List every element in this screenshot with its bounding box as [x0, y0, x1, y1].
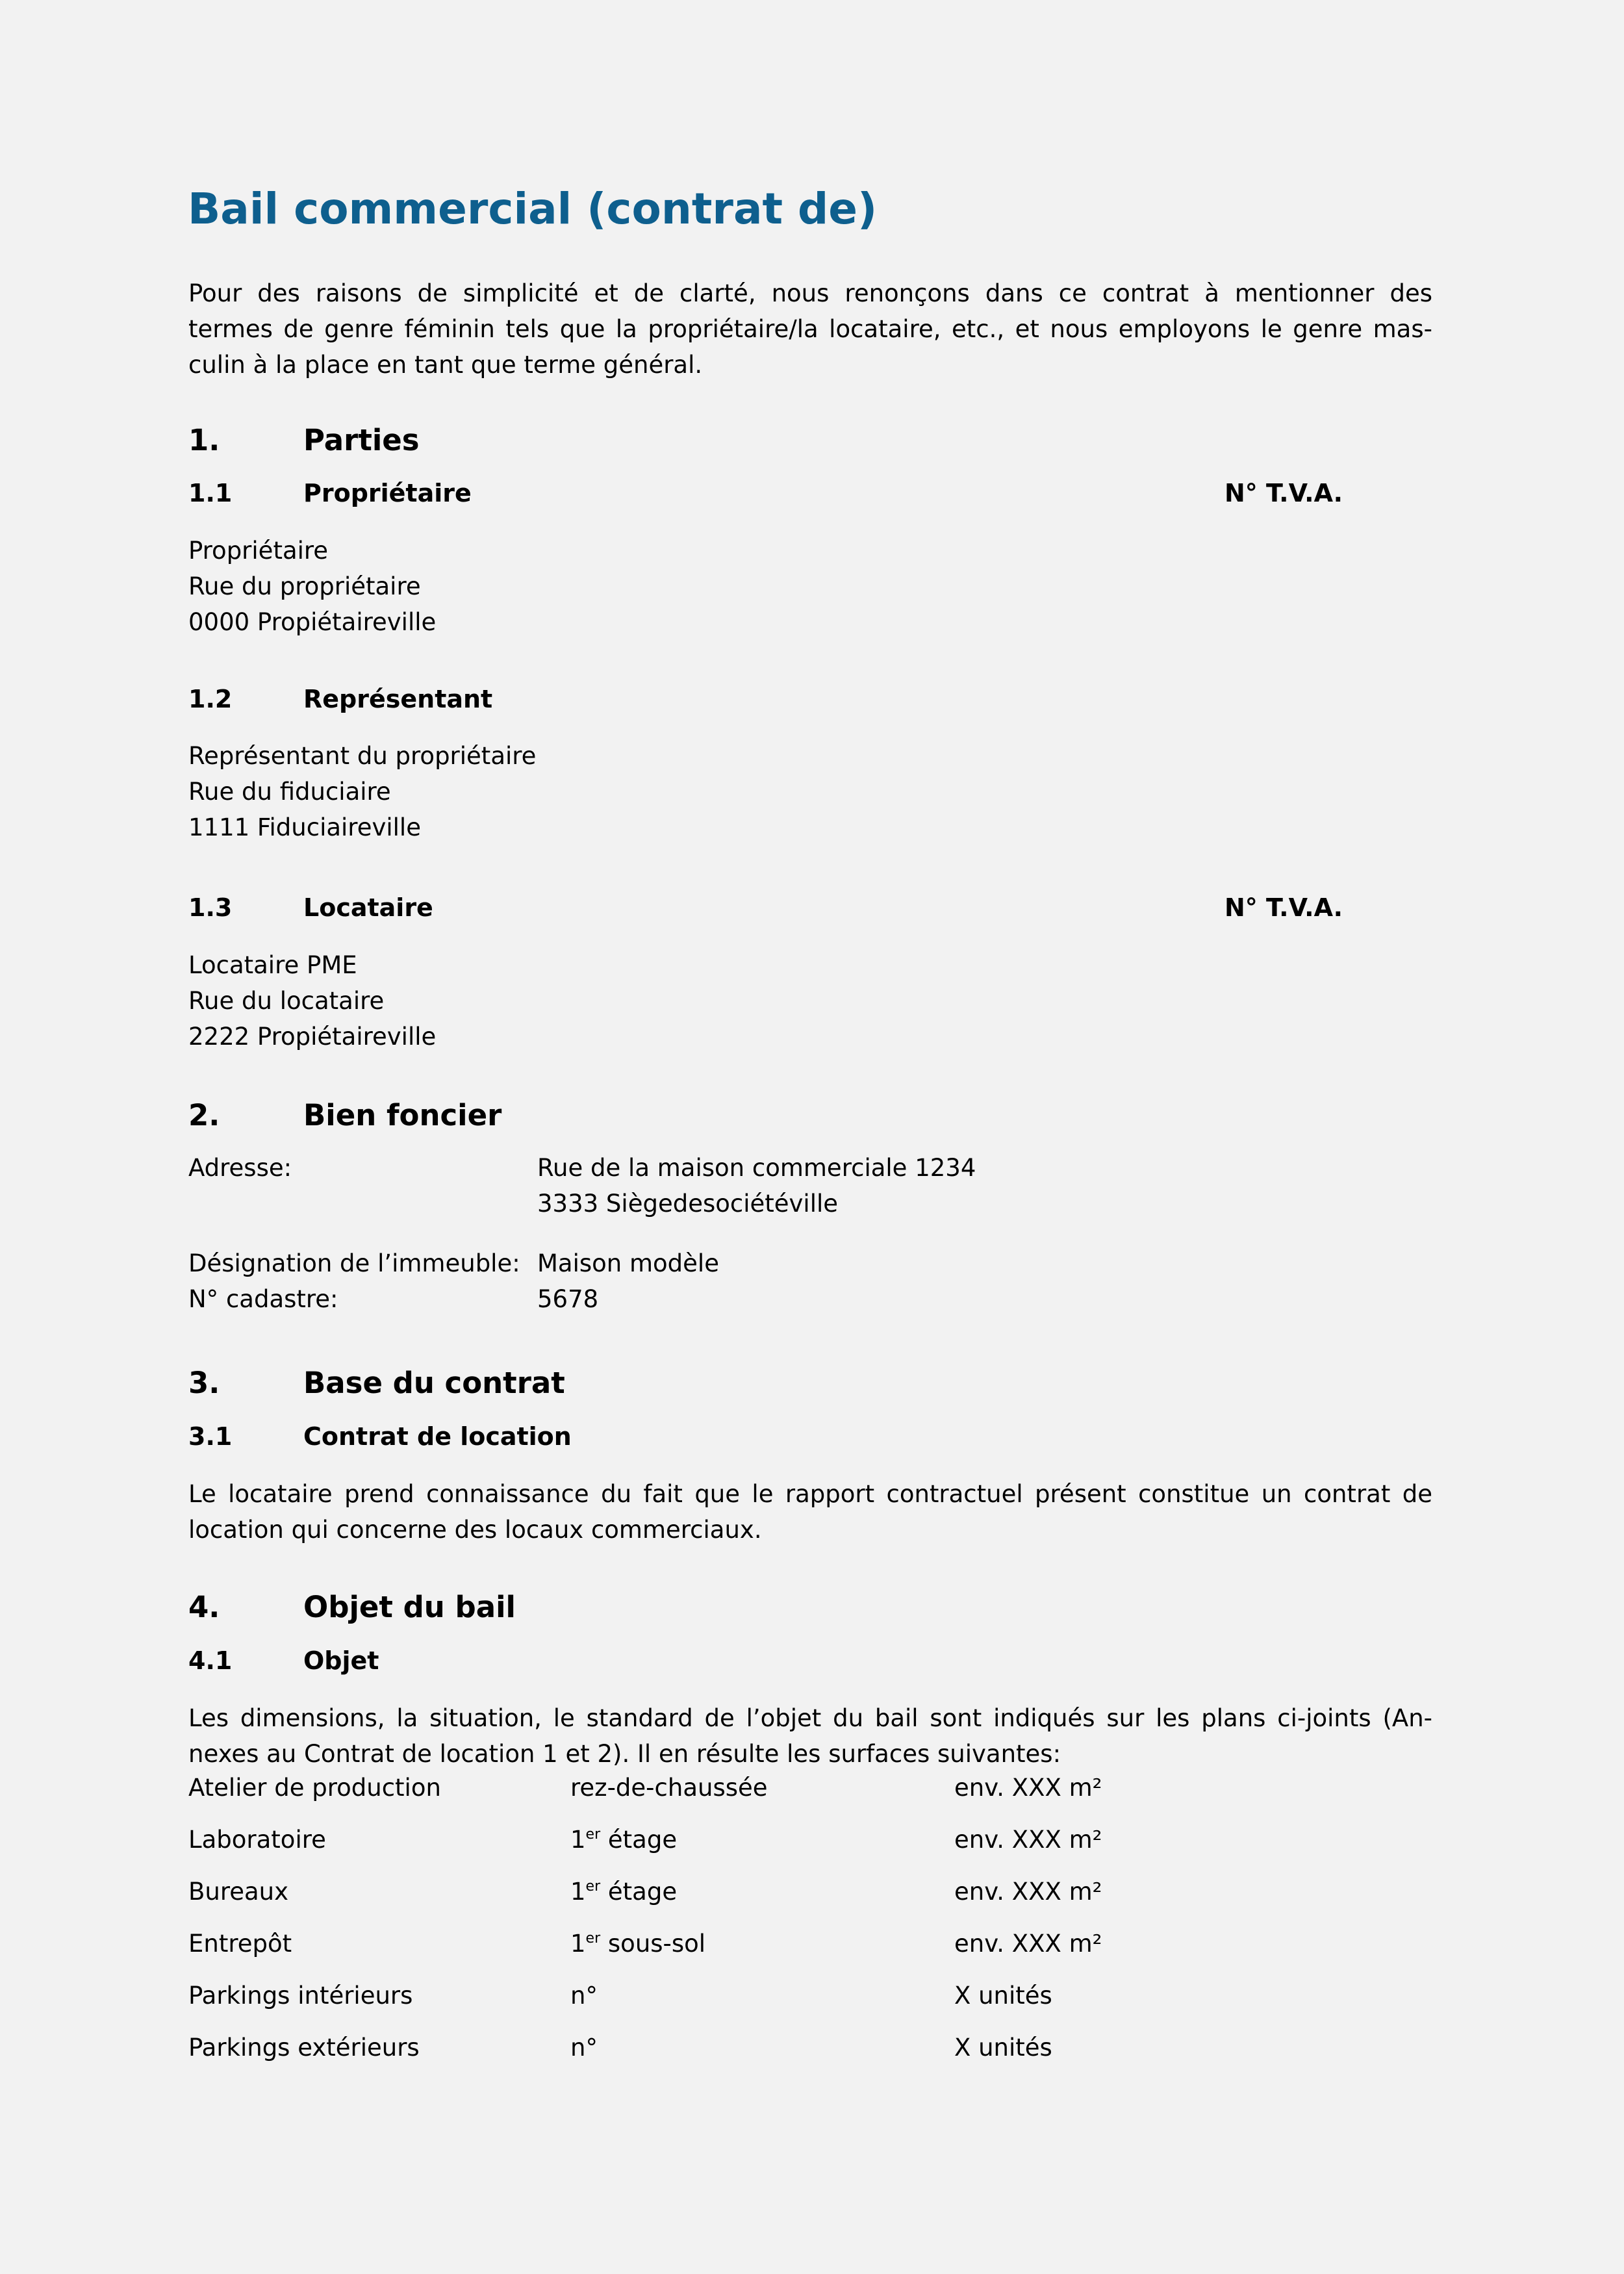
property-labels [188, 1246, 520, 1317]
intro-paragraph [188, 275, 1432, 383]
address-label: Adresse: [188, 1154, 292, 1182]
address-value-block [537, 1150, 976, 1221]
subsection-1-2-title: Représentant [303, 685, 493, 713]
cadastre-label: N° cadastre: [188, 1285, 338, 1313]
surface-name: Bureaux [188, 1878, 289, 1906]
subsection-3-1-title: Contrat de location [303, 1422, 572, 1451]
representative-address [188, 738, 536, 845]
surface-name: Parkings intérieurs [188, 1982, 413, 2010]
tenant-street: Rue du locataire [188, 987, 385, 1015]
floor-number: 1 [570, 1930, 586, 1958]
owner-street: Rue du propriétaire [188, 572, 421, 600]
tenant-vat-label: N° T.V.A. [1224, 893, 1343, 922]
paragraph-line: location qui concerne des locaux commerciaux. [188, 1516, 762, 1544]
section-1-title: Parties [303, 423, 420, 457]
section-2-title: Bien foncier [303, 1098, 502, 1132]
surface-floor [570, 1932, 705, 1956]
surface-area: env. XXX m² [954, 1930, 1102, 1958]
surface-floor [570, 1984, 598, 2008]
subsection-3-1-number: 3.1 [188, 1422, 233, 1451]
surface-floor [570, 2036, 598, 2060]
surface-area: X unités [954, 1982, 1052, 2010]
surface-area: X unités [954, 2034, 1052, 2062]
floor-ordinal: er [585, 1826, 601, 1843]
surface-name: Atelier de production [188, 1774, 441, 1802]
floor-ordinal: er [585, 1878, 601, 1895]
subsection-4-1-number: 4.1 [188, 1646, 233, 1675]
floor-ordinal: er [585, 1930, 601, 1947]
section-3-number: 3. [188, 1366, 220, 1400]
representative-name: Représentant du propriétaire [188, 742, 537, 770]
paragraph-line: Les dimensions, la situation, le standard de l’objet du bail sont indiqués sur les plans ci-joints (An- [188, 1704, 1432, 1732]
floor-number: 1 [570, 1878, 586, 1906]
address-street: Rue de la maison commerciale 1234 [537, 1154, 976, 1182]
subsection-1-1-number: 1.1 [188, 479, 233, 507]
paragraph-line: nexes au Contrat de location 1 et 2). Il en résulte les surfaces suivantes: [188, 1740, 1061, 1768]
representative-street: Rue du fiduciaire [188, 778, 391, 806]
section-4-number: 4. [188, 1590, 220, 1624]
owner-vat-label: N° T.V.A. [1224, 479, 1343, 507]
tenant-address [188, 947, 436, 1054]
surface-name: Laboratoire [188, 1826, 326, 1854]
section-4-title: Objet du bail [303, 1590, 516, 1624]
subsection-1-3-title: Locataire [303, 893, 433, 922]
surface-area: env. XXX m² [954, 1774, 1102, 1802]
floor-text: n° [570, 1982, 598, 2010]
subsection-4-1-title: Objet [303, 1646, 379, 1675]
section-3-title: Base du contrat [303, 1366, 565, 1400]
intro-line: Pour des raisons de simplicité et de clarté, nous renonçons dans ce contrat à mentionner des [188, 279, 1432, 307]
designation-value: Maison modèle [537, 1249, 719, 1277]
floor-text: n° [570, 2034, 598, 2062]
floor-number: 1 [570, 1826, 586, 1854]
representative-city: 1111 Fiduciaireville [188, 813, 421, 841]
property-values [537, 1246, 719, 1317]
address-label-block [188, 1150, 292, 1186]
contract-basis-paragraph [188, 1476, 1432, 1548]
surface-floor [570, 1776, 768, 1800]
subsection-1-1-title: Propriétaire [303, 479, 472, 507]
address-city: 3333 Siègedesociétéville [537, 1190, 839, 1218]
tenant-city: 2222 Propiétaireville [188, 1023, 437, 1051]
paragraph-line: Le locataire prend connaissance du fait que le rapport contractuel présent constitue un contrat de [188, 1480, 1432, 1508]
intro-line: culin à la place en tant que terme général. [188, 351, 703, 379]
subsection-1-3-number: 1.3 [188, 893, 233, 922]
surface-floor [570, 1828, 677, 1852]
surface-name: Parkings extérieurs [188, 2034, 420, 2062]
surface-name: Entrepôt [188, 1930, 292, 1958]
floor-text: étage [600, 1878, 678, 1906]
surface-floor [570, 1880, 677, 1904]
subsection-1-2-number: 1.2 [188, 685, 233, 713]
section-1-number: 1. [188, 423, 220, 457]
floor-text: sous-sol [600, 1930, 706, 1958]
owner-name: Propriétaire [188, 537, 329, 565]
tenant-name: Locataire PME [188, 951, 357, 979]
owner-city: 0000 Propiétaireville [188, 608, 437, 636]
document-title: Bail commercial (contrat de) [188, 184, 878, 234]
intro-line: termes de genre féminin tels que la propriétaire/la locataire, etc., et nous employons le genre mas- [188, 315, 1432, 343]
surface-area: env. XXX m² [954, 1878, 1102, 1906]
floor-text: rez-de-chaussée [570, 1774, 768, 1802]
owner-address [188, 533, 436, 640]
lease-object-paragraph [188, 1700, 1432, 1772]
floor-text: étage [600, 1826, 678, 1854]
surface-area: env. XXX m² [954, 1826, 1102, 1854]
designation-label: Désignation de l’immeuble: [188, 1249, 520, 1277]
cadastre-value: 5678 [537, 1285, 599, 1313]
section-2-number: 2. [188, 1098, 220, 1132]
